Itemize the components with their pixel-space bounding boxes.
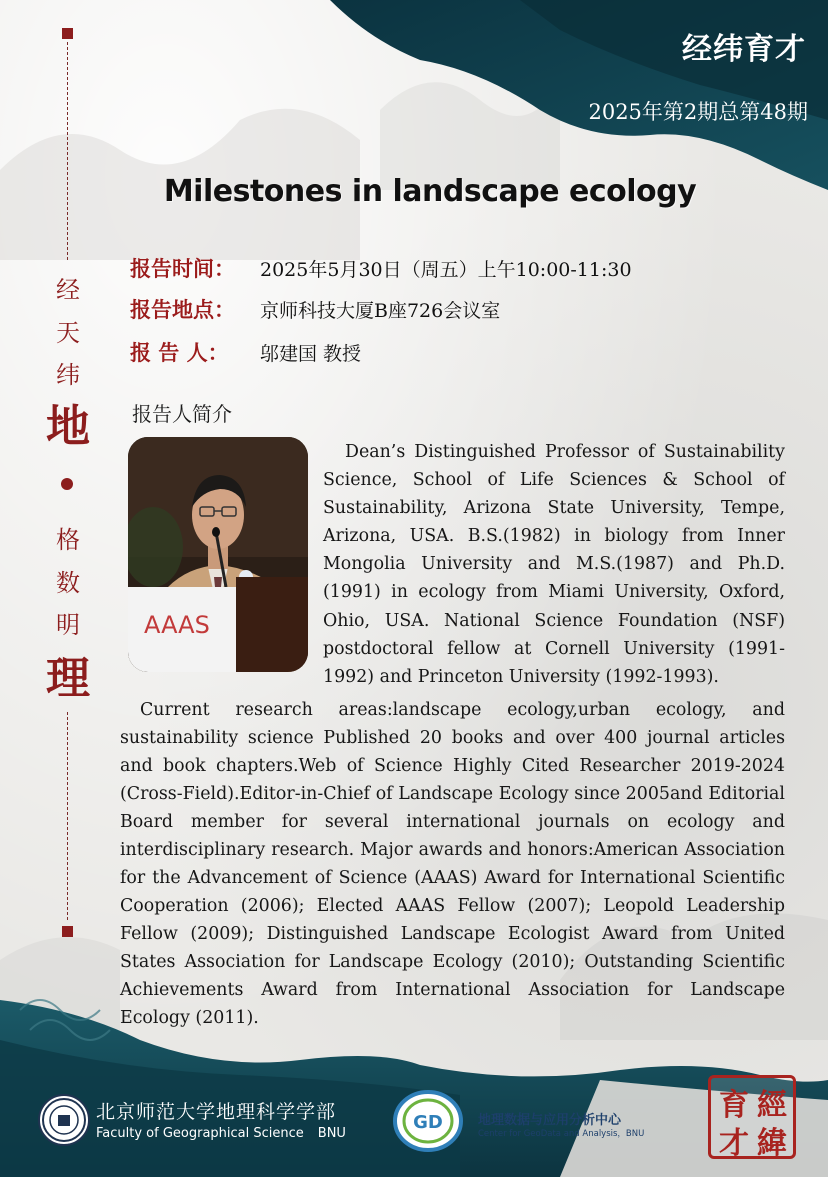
geodata-logo-text: GD [413,1112,443,1133]
motto-char: 纬 [56,361,80,389]
bio-paragraph-2: Current research areas:landscape ecology,urban ecology, and sustainability science Published 20 books and over 400 journal articles and book chapters.Web of Science Highly Cited Researcher 2019-2024 (Cross-Field).Editor-in-Chief of Landscape Ecology since 2005and Editorial Board member for several international journals on ecology and interdisciplinary research. Major awards and honors:American Association for the Advancement of Science (AAAS) Award for International Scientific Cooperation (2006); Elected AAAS Fellow (2007); Leopold Leadership Fellow (2009); Distinguished Landscape Ecologist Award from United States Association for Landscape Ecology (2010); Outstanding Scientific Achievements Award from International Association for Landscape Ecology (2011). [120,700,785,1028]
info-row-speaker [130,337,361,367]
jingwei-seal-stamp [708,1075,796,1159]
motto-char: 天 [56,319,80,347]
podium-sign: AAAS [144,611,210,639]
speaker-label: 报 告 人： [130,341,229,365]
geodata-center-cn: 地理数据与应用分析中心 [478,1113,622,1128]
page-title: Milestones in landscape ecology [163,174,697,209]
faculty-name-cn: 北京师范大学地理科学学部 [96,1101,337,1123]
info-row-place [130,294,500,324]
top-dashed-line [67,42,68,260]
time-value: 2025年5月30日（周五）上午10:00-11:30 [260,258,632,281]
bio-paragraph-1: Dean’s Distinguished Professor of Sustainability Science, School of Life Sciences & School of Sustainability, Arizona State University, Tempe, Arizona, USA. B.S.(1982) in biology from Inner Mongolia University and M.S.(1987) and Ph.D. (1991) in ecology from Miami University, Oxford, Ohio, USA. National Science Foundation (NSF) postdoctoral fellow at Cornell University (1991-1992) and Princeton University (1992-1993). [323,442,785,687]
geodata-center-en: Center for GeoData and Analysis，BNU [478,1129,645,1139]
faculty-en-text: Faculty of Geographical Science [96,1126,304,1141]
issue-number: 2025年第2期总第48期 [588,100,808,124]
seal-char: 育 [719,1088,749,1123]
motto-char: 经 [56,276,80,304]
geodata-center-logo-icon [392,1090,464,1152]
place-label: 报告地点： [130,298,235,322]
time-label: 报告时间： [130,257,235,281]
bnu-logo-icon [38,1094,90,1146]
bottom-dashed-line [67,712,68,920]
seal-char: 緯 [757,1126,787,1161]
faculty-name-en [96,1126,346,1141]
seal-char: 經 [757,1088,787,1123]
motto-char: 格 [56,526,80,554]
motto-char: 明 [56,611,80,639]
motto-char: 数 [56,569,80,597]
top-square-ornament [62,28,73,39]
speaker-value: 邬建国 教授 [260,342,362,365]
motto-big-char: 地 [46,401,90,452]
info-row-time [130,253,632,283]
seal-char: 才 [719,1126,749,1161]
motto-dot [61,478,73,490]
bio-heading: 报告人简介 [132,402,232,426]
brand-title: 经纬育才 [682,32,806,67]
motto-big-char: 理 [46,653,90,704]
faculty-en-abbr: BNU [317,1126,346,1141]
speaker-photo [128,437,308,672]
bottom-square-ornament [62,926,73,937]
place-value: 京师科技大厦B座726会议室 [260,299,501,322]
